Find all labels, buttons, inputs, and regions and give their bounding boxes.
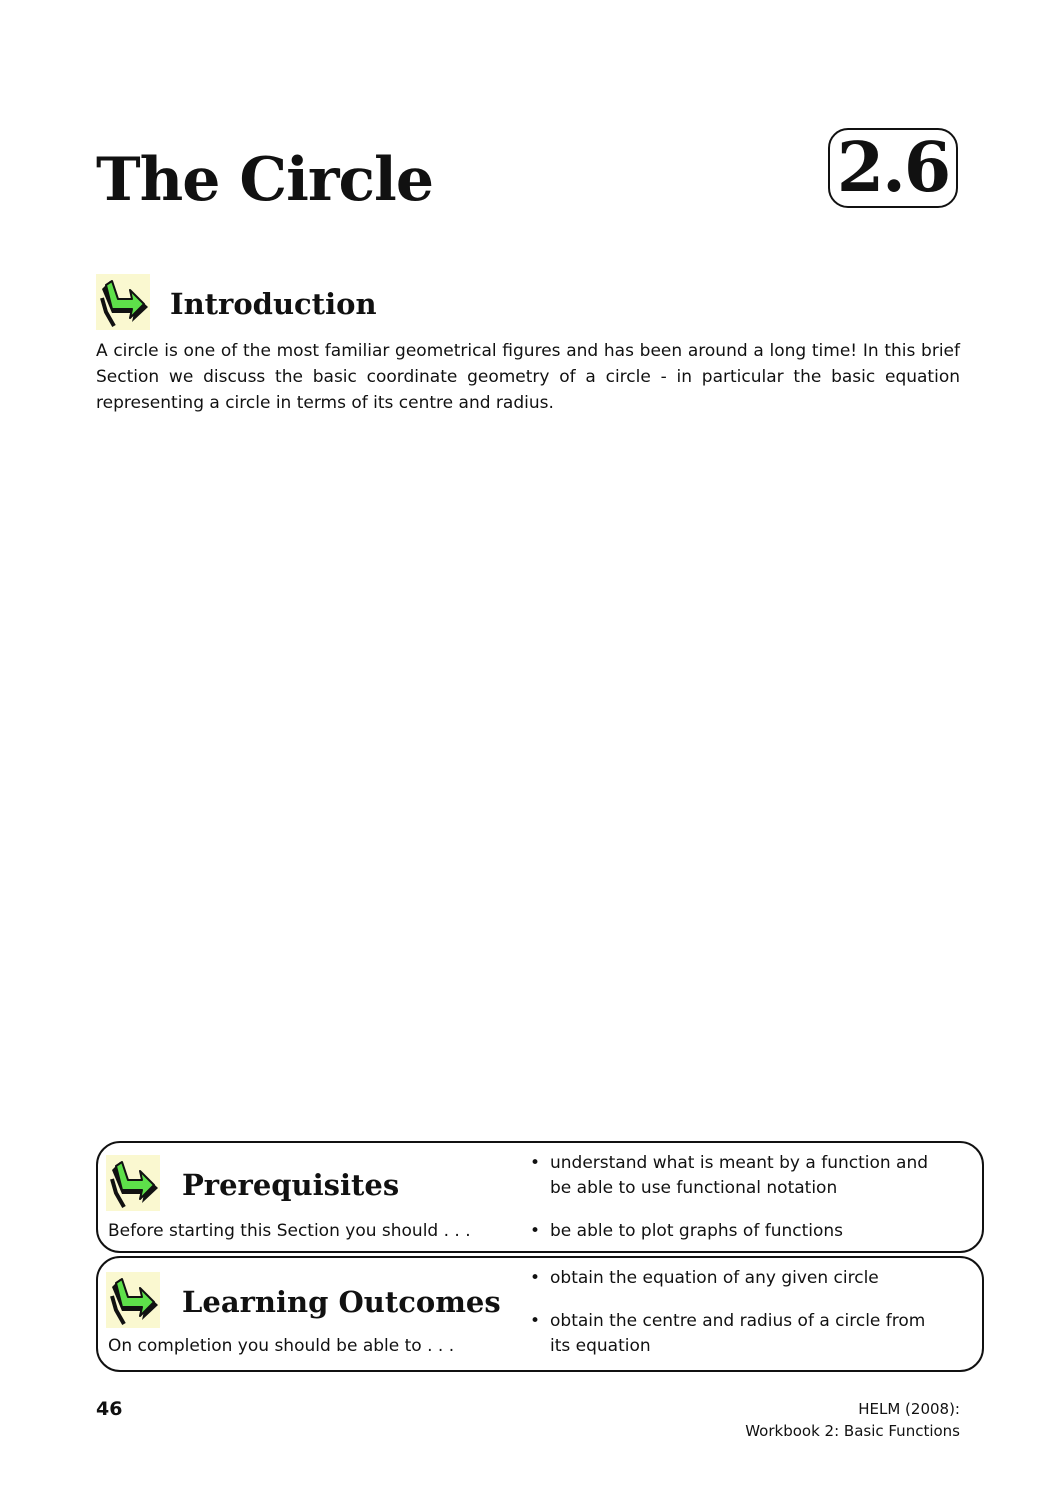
prerequisites-heading: Prerequisites [182,1168,400,1202]
introduction-text: A circle is one of the most familiar geometrical figures and has been around a long time! In this brief Section we discuss the basic coordinate geometry of a circle - in particular the basic equation representing a circle in terms of its centre and radius. [96,341,960,413]
workbook-reference-line: Workbook 2: Basic Functions [745,1422,960,1440]
green-arrow-icon [106,1155,160,1211]
prerequisites-list [528,1151,948,1244]
section-title: The Circle [96,145,433,215]
list-item: • be able to plot graphs of functions [528,1219,948,1244]
green-arrow-icon [106,1272,160,1328]
section-number-badge: 2.6 [828,128,958,208]
list-item: • obtain the centre and radius of a circle from its equation [528,1309,948,1359]
list-item: • obtain the equation of any given circle [528,1266,948,1291]
introduction-heading: Introduction [170,287,377,321]
learning-outcomes-box [96,1256,984,1372]
list-item: • understand what is meant by a function and be able to use functional notation [528,1151,948,1201]
workbook-reference-line: HELM (2008): [858,1400,960,1418]
page-number: 46 [96,1398,123,1420]
prerequisites-box [96,1141,984,1253]
learning-outcomes-list [528,1266,948,1359]
learning-outcomes-lead: On completion you should be able to . . . [108,1336,455,1356]
green-arrow-icon [96,274,150,330]
prerequisites-lead: Before starting this Section you should . . . [108,1221,471,1241]
learning-outcomes-heading: Learning Outcomes [182,1285,501,1319]
workbook-reference [745,1398,960,1442]
